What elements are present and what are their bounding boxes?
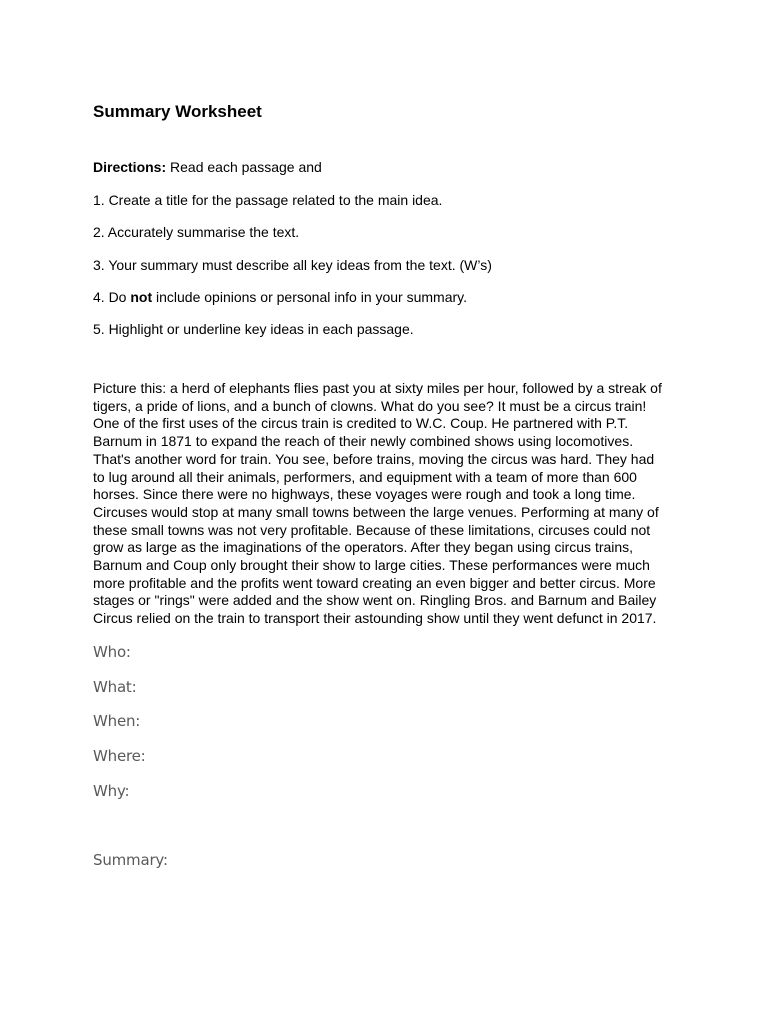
- passage-line: Circuses would stop at many small towns between the large venues. Performing at many of: [93, 503, 659, 520]
- passage-line: Circus relied on the train to transport their astounding show until they went defunct in 2017.: [93, 610, 657, 627]
- passage-line: these small towns was not very profitable. Because of these limitations, circuses could not: [93, 521, 651, 538]
- instruction-text: include opinions or personal info in your summary.: [152, 289, 468, 305]
- instruction-emphasis: not: [130, 289, 153, 305]
- directions-text: Read each passage and: [166, 159, 322, 175]
- summary-label: Summary:: [93, 851, 168, 869]
- passage-line: One of the first uses of the circus train is credited to W.C. Coup. He partnered with P.T.: [93, 415, 629, 432]
- directions-label: Directions:: [93, 159, 167, 175]
- instruction-5: [93, 320, 414, 338]
- passage-line: tigers, a pride of lions, and a bunch of clowns. What do you see? It must be a circus train!: [93, 397, 647, 414]
- instruction-4: [93, 288, 467, 306]
- where-label: Where:: [93, 747, 146, 765]
- passage-line: Barnum in 1871 to expand the reach of their newly combined shows using locomotives.: [93, 433, 634, 450]
- instruction-text: 2. Accurately summarise the text.: [93, 224, 300, 240]
- passage-line: That's another word for train. You see, before trains, moving the circus was hard. They had: [93, 450, 655, 467]
- instruction-text: 4. Do: [93, 289, 131, 305]
- instruction-text: 3. Your summary must describe all key ideas from the text. (W’s): [93, 257, 492, 273]
- instruction-text: 1. Create a title for the passage related to the main idea.: [93, 192, 443, 208]
- who-label: Who:: [93, 643, 131, 661]
- passage-line: Picture this: a herd of elephants flies past you at sixty miles per hour, followed by a streak of: [93, 380, 662, 396]
- instruction-2: [93, 223, 299, 241]
- directions-line: [93, 158, 322, 176]
- passage-line: more profitable and the profits went toward creating an even bigger and better circus. More: [93, 574, 656, 591]
- passage-line: Barnum and Coup only brought their show to large cities. These performances were much: [93, 557, 650, 574]
- why-label: Why:: [93, 782, 130, 800]
- passage-line: stages or "rings" were added and the show went on. Ringling Bros. and Barnum and Bailey: [93, 592, 657, 609]
- instruction-1: [93, 191, 442, 209]
- reading-passage: [93, 380, 683, 628]
- passage-line: to lug around all their animals, performers, and equipment with a team of more than 600: [93, 468, 637, 485]
- what-label: What:: [93, 678, 137, 696]
- when-label: When:: [93, 712, 141, 730]
- passage-line: horses. Since there were no highways, these voyages were rough and took a long time.: [93, 486, 636, 503]
- passage-line: grow as large as the imaginations of the operators. After they began using circus trains,: [93, 539, 634, 556]
- instruction-text: 5. Highlight or underline key ideas in each passage.: [93, 321, 414, 337]
- instruction-3: [93, 256, 492, 274]
- page-title: Summary Worksheet: [93, 102, 262, 121]
